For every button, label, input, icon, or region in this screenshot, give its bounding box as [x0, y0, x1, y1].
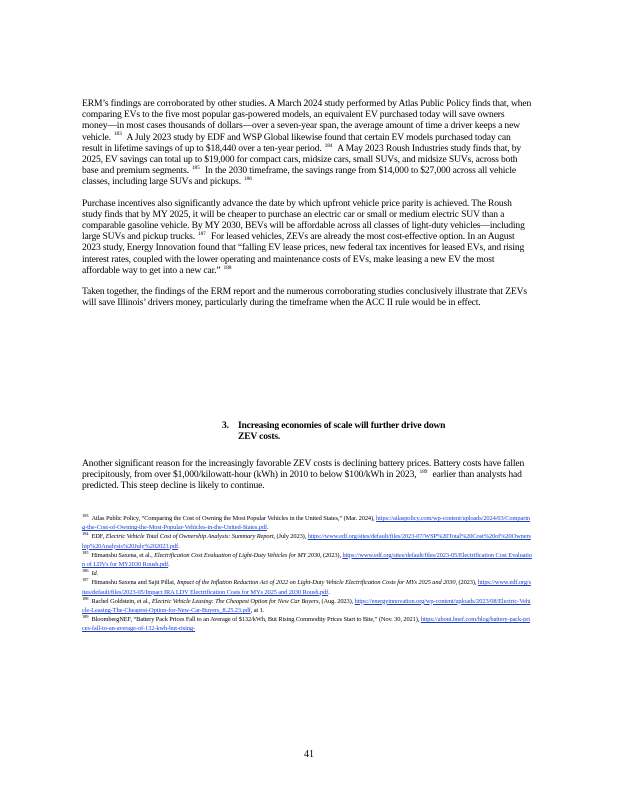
footnote-link[interactable]: https://www.edf.org/sites/default/files/2023-05/Impact IRA LDV Electrification Costs for MYs 2025 and 2030 Roush.pdf	[82, 579, 531, 596]
footnote-ref-184[interactable]: 184	[324, 142, 333, 149]
footnote-link[interactable]: https://atlaspolicy.com/wp-content/uploads/2024/03/Comparing-the-Cost-of-Owning-the-Most-Popular-Vehicles-in-the-United-States.pdf	[82, 515, 531, 532]
page-number: 41	[304, 749, 314, 760]
footnote-ref-186[interactable]: 186	[244, 176, 252, 183]
paragraph-studies: ERM’s findings are corroborated by other studies. A March 2024 study performed by Atlas Public Policy finds that, when comparing EVs to the five most popular gas-powered models, an equivalent EV purchased today will save owners money—in most cases thousands of dollars—over a seven-year span, the average amount of time a driver keeps a new vehicle. $^{183}$ A July 2023 study by EDF and WSP Global likewise found that certain EV models purchased today can result in lifetime savings of up to $18,440 over a ten-year period. $^{184}$ A May 2023 Roush Industries study finds that, by 2025, EV savings can total up to $19,000 for compact cars, midsize cars, small SUVs, and midsize SUVs, across both base and premium segments. $^{185}$ In the 2030 timeframe, the savings range from $14,000 to $27,000 across all vehicle classes, including large SUVs and pickups. $^{186}$	[82, 98, 532, 188]
paragraph-battery: Another significant reason for the increasingly favorable ZEV costs is declining battery prices. Battery costs have fallen precipitously, from over $1,000/kilowatt-hour (kWh) in 2010 to below $100/kWh in 2023, $^{189}$ earlier than analysts had predicted. This steep decline is likely to continue.	[82, 458, 525, 492]
footnote-183: $^{183}$ Atlas Public Policy, “Comparing the Cost of Owning the Most Popular Vehicles in the United States,” (Mar. 2024), https://atlaspolicy.com/wp-content/uploads/2024/03/Comparing-the-Cost-of-Owning-the-Most-Popular-Vehicles-in-the-United-States.pdf.	[82, 512, 531, 532]
footnote-186: $^{186}$ Id.	[82, 568, 99, 578]
footnote-188: $^{188}$ Rachel Goldstein, et al., Electric Vehicle Leasing: The Cheapest Option for New Car Buyers, (Aug. 2023), https://energyinnovation.org/wp-content/uploads/2023/08/Electric-Vehicle-Leasing-The-Cheapest-Option-for-New-Car-Buyers_8.25.23.pdf, at 1.	[82, 595, 531, 615]
footnote-ref-189[interactable]: 189	[419, 469, 428, 476]
footnote-link[interactable]: https://energyinnovation.org/wp-content/uploads/2023/08/Electric-Vehicle-Leasing-The-Cheapest-Option-for-New-Car-Buyers_8.25.23.pdf	[82, 597, 531, 615]
section-heading	[222, 420, 462, 442]
footnote-link[interactable]: https://www.edf.org/sites/default/files/2023-07/WSP%20Total%20Cost%20of%20Ownership%20Analysis%20July%202023.pdf	[82, 533, 531, 550]
body-text-battery	[82, 458, 532, 502]
footnote-ref-187[interactable]: 187	[197, 231, 206, 238]
footnote-189: $^{189}$ BloombergNEF, “Battery Pack Prices Fall to an Average of $132/kWh, But Rising Commodity Prices Start to Bite,” (Nov. 30, 2021), https://about.bnef.com/blog/battery-pack-prices-fall-to-an-average-of-132-kwh-but-rising-	[82, 614, 530, 633]
paragraph-incentives: Purchase incentives also significantly advance the date by which upfront vehicle price parity is achieved. The Roush study finds that by MY 2025, it will be cheaper to purchase an electric car or small or medium electric SUV than a comparable gasoline vehicle. By MY 2030, BEVs will be affordable across all classes of light-duty vehicles—including large SUVs and pickup trucks. $^{187}$ For leased vehicles, ZEVs are already the most cost-effective option. In an August 2023 study, Energy Innovation found that “falling EV lease prices, new federal tax incentives for leased EVs, and rising interest rates, coupled with the lower operating and maintenance costs of EVs, make leasing a new EV the most affordable way to get into a new car.” $^{188}$	[82, 197, 525, 276]
paragraph-conclusion: Taken together, the findings of the ERM report and the numerous corroborating studies conclusively illustrate that ZEVs will save Illinois’ drivers money, particularly during the timeframe when the ACC II rule would be in effect.	[82, 286, 527, 309]
footnote-link[interactable]: https://www.edf.org/sites/default/files/2023-05/Electrification Cost Evaluation of LDVs for MY2030 Roush.pdf	[82, 551, 532, 569]
footnote-185: $^{185}$ Himanshu Saxena, et al., Electrification Cost Evaluation of Light-Duty Vehicles for MY 2030, (2023), https://www.edf.org/sites/default/files/2023-05/Electrification Cost Evaluation of LDVs for MY2030 Roush.pdf.	[82, 549, 532, 569]
body-text	[82, 98, 532, 318]
footnote-ref-185[interactable]: 185	[191, 165, 200, 172]
footnote-184: $^{184}$ EDF, Electric Vehicle Total Cost of Ownership Analysis: Summary Report, (July 2023), https://www.edf.org/sites/default/files/2023-07/WSP%20Total%20Cost%20of%20Ownership%20Analysis%20July%202023.pdf.	[82, 531, 531, 550]
footnote-ref-188[interactable]: 188	[223, 264, 232, 271]
section-title: Increasing economies of scale will further drive down ZEV costs.	[238, 420, 446, 443]
footnotes	[82, 514, 532, 634]
footnote-link[interactable]: https://about.bnef.com/blog/battery-pack-prices-fall-to-an-average-of-132-kwh-but-rising-	[82, 616, 530, 633]
section-number: 3.	[222, 420, 229, 431]
footnote-ref-183[interactable]: 183	[113, 131, 122, 138]
footnote-187: $^{187}$ Himanshu Saxena and Sajit Pillai, Impact of the Inflation Reduction Act of 2022 on Light-Duty Vehicle Electrification Costs for MYs 2025 and 2030, (2023), https://www.edf.org/sites/default/files/2023-05/Impact IRA LDV Electrification Costs for MYs 2025 and 2030 Roush.pdf.	[82, 577, 531, 596]
